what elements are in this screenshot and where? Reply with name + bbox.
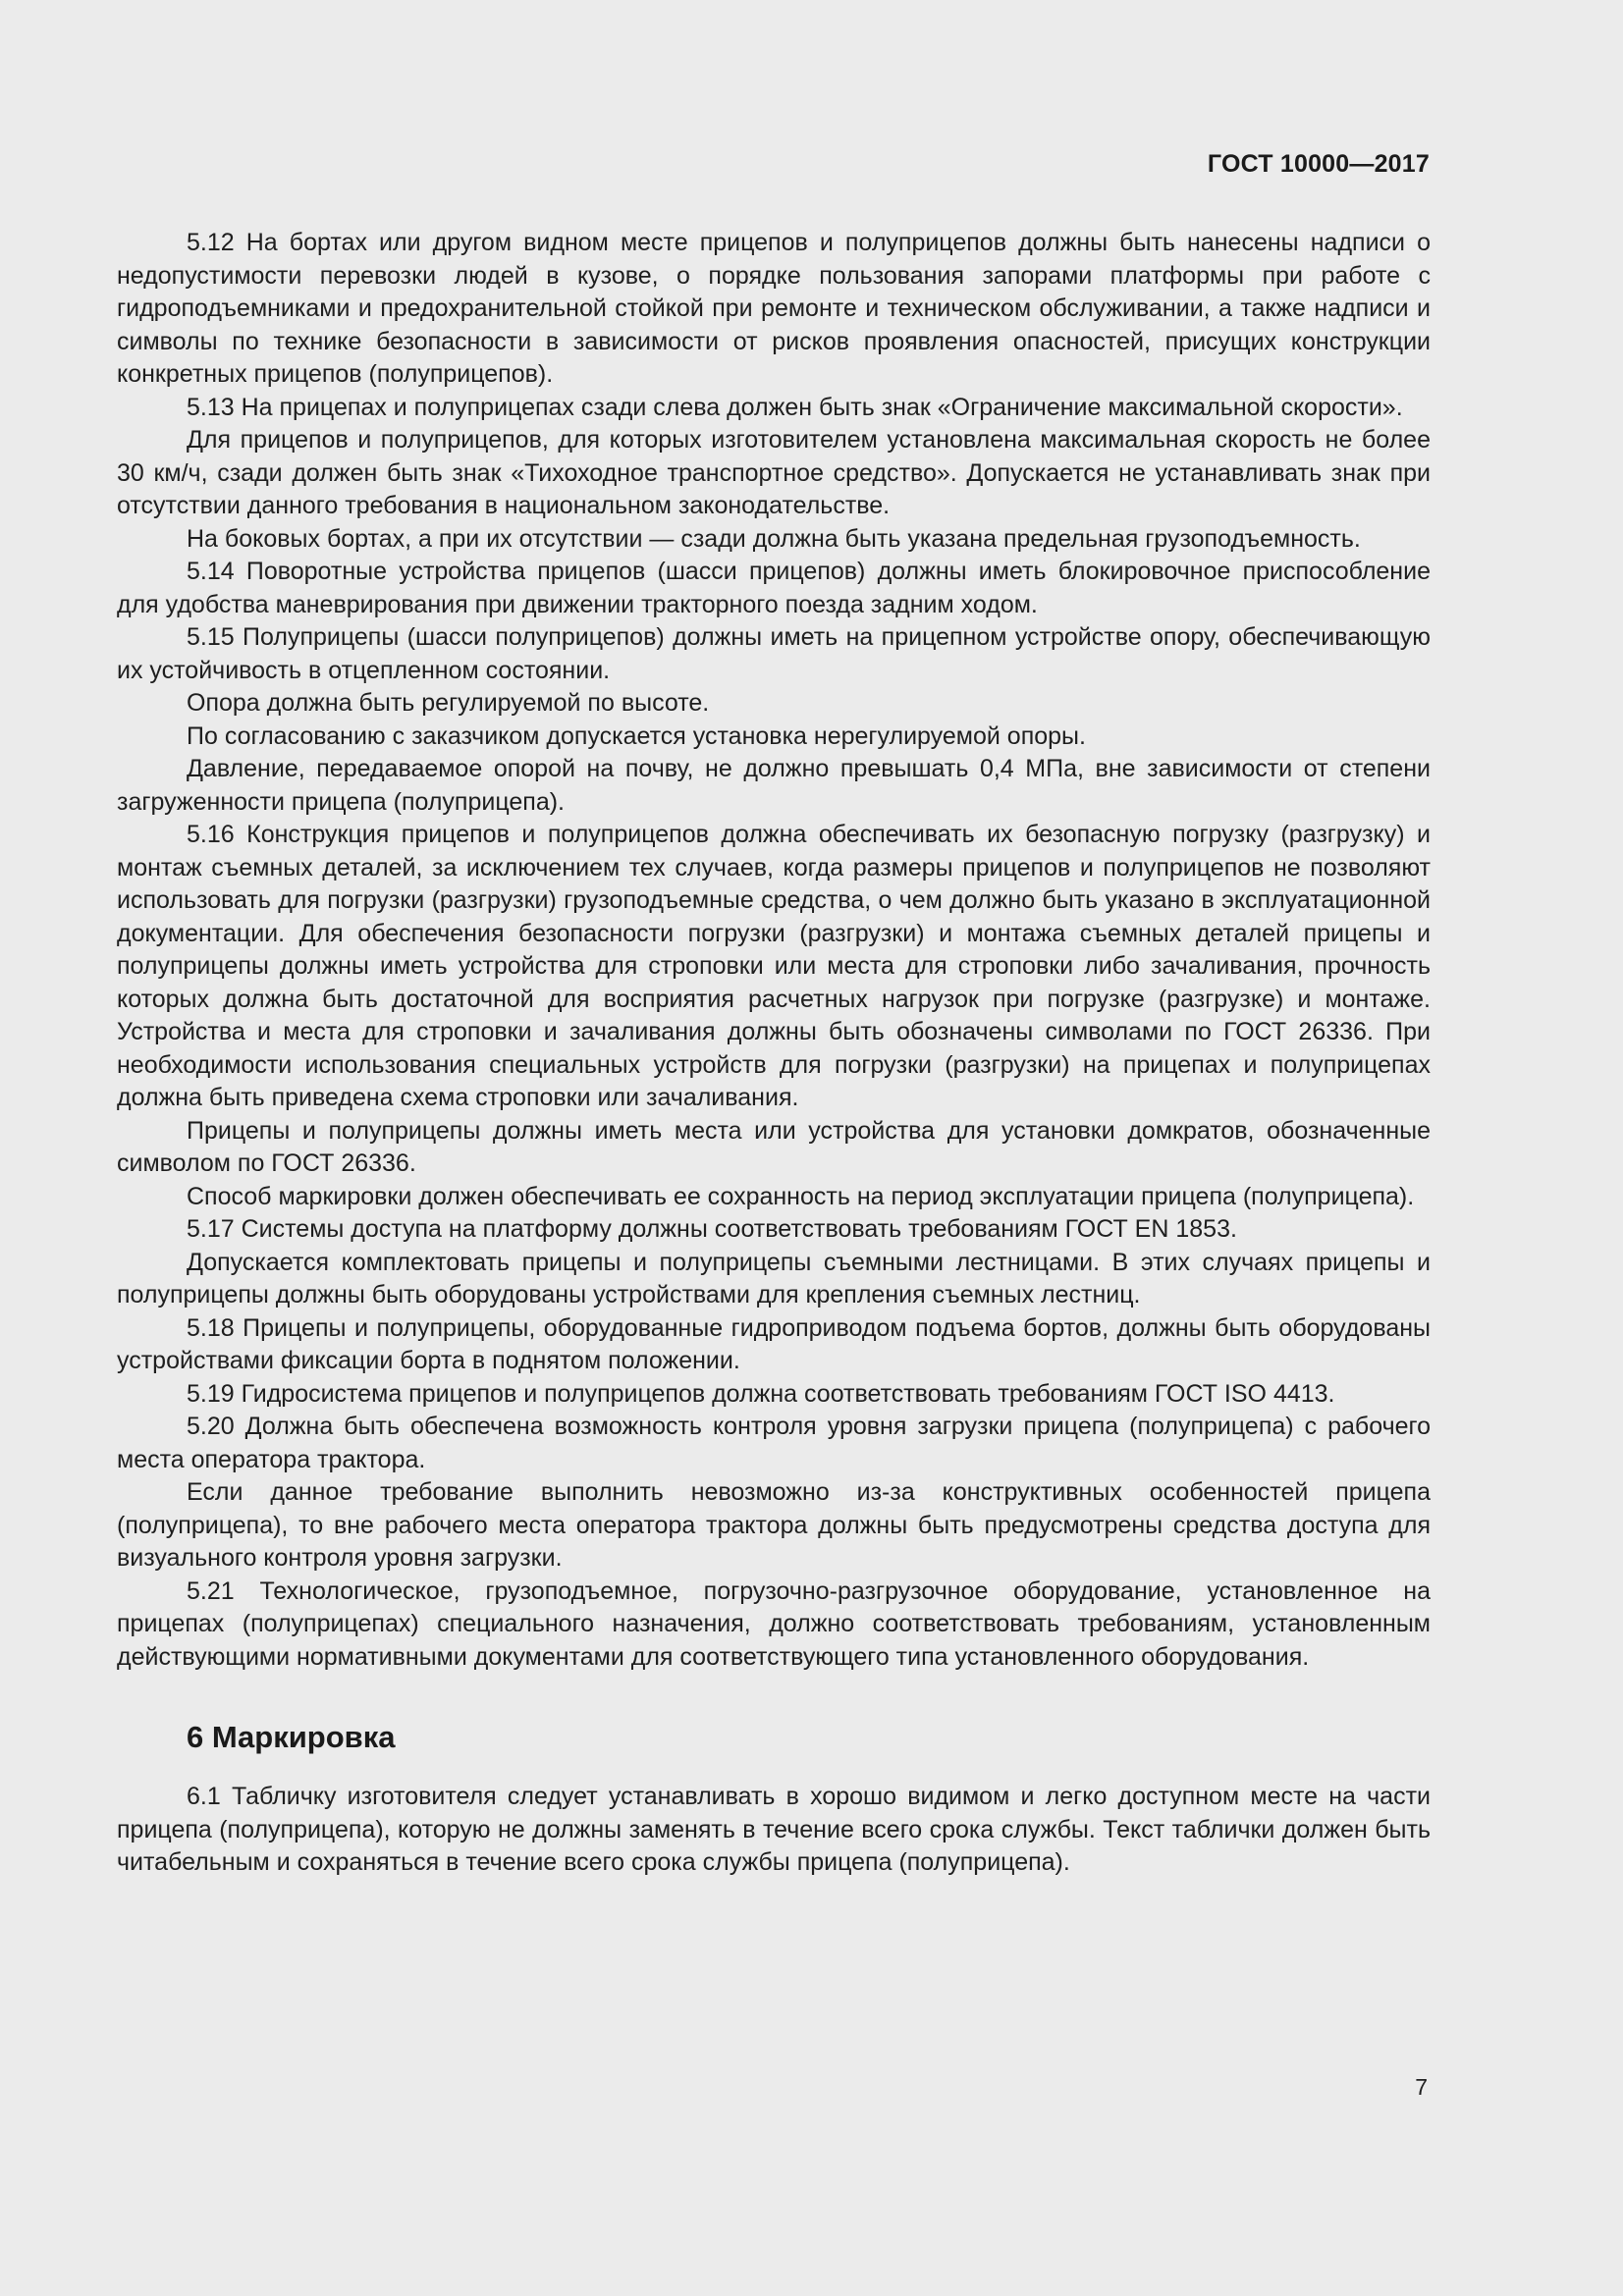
paragraph-5-18: 5.18 Прицепы и полуприцепы, оборудованные гидроприводом подъема бортов, должны быть оборудованы устройствами фиксации борта в поднятом положении.	[117, 1313, 1431, 1374]
document-body	[117, 227, 1431, 1880]
paragraph-5-17: 5.17 Системы доступа на платформу должны соответствовать требованиям ГОСТ EN 1853.	[187, 1215, 1237, 1243]
paragraph-6-1: 6.1 Табличку изготовителя следует устанавливать в хорошо видимом и легко доступном месте на части прицепа (полуприцепа), которую не должны заменять в течение всего срока службы. Текст таблички должен быть читабельным и сохраняться в течение всего срока службы прицепа (полуприцепа).	[117, 1783, 1431, 1876]
paragraph-5-13: 5.13 На прицепах и полуприцепах сзади слева должен быть знак «Ограничение максимальной скорости».	[187, 393, 1403, 421]
paragraph-5-15-pressure: Давление, передаваемое опорой на почву, не должно превышать 0,4 МПа, вне зависимости от степени загруженности прицепа (полуприцепа).	[117, 755, 1431, 816]
paragraph-5-16-marking: Способ маркировки должен обеспечивать ее сохранность на период эксплуатации прицепа (полуприцепа).	[187, 1182, 1415, 1210]
paragraph-5-20: 5.20 Должна быть обеспечена возможность контроля уровня загрузки прицепа (полуприцепа) с рабочего места оператора трактора.	[117, 1413, 1431, 1473]
paragraph-5-15-non-adjustable: По согласованию с заказчиком допускается установка нерегулируемой опоры.	[187, 721, 1086, 750]
paragraph-5-15: 5.15 Полуприцепы (шасси полуприцепов) должны иметь на прицепном устройстве опору, обеспечивающую их устойчивость в отцепленном состоянии.	[117, 623, 1431, 684]
paragraph-5-13-load-capacity: На боковых бортах, а при их отсутствии — сзади должна быть указана предельная грузоподъемность.	[187, 524, 1361, 553]
page-number: 7	[1415, 2074, 1428, 2100]
paragraph-5-16: 5.16 Конструкция прицепов и полуприцепов должна обеспечивать их безопасную погрузку (разгрузку) и монтаж съемных деталей, за исключением тех случаев, когда размеры прицепов и полуприцепов не позволяют использовать для погрузки (разгрузки) грузоподъемные средства, о чем должно быть указано в эксплуатационной документации. Для обеспечения безопасности погрузки (разгрузки) и монтажа съемных деталей прицепы и полуприцепы должны иметь устройства для строповки или места для строповки либо зачаливания, прочность которых должна быть достаточной для восприятия расчетных нагрузок при погрузке (разгрузке) и монтаже. Устройства и места для строповки и зачаливания должны быть обозначены символами по ГОСТ 26336. При необходимости использования специальных устройств для погрузки (разгрузки) на прицепах и полуприцепах должна быть приведена схема строповки или зачаливания.	[117, 821, 1431, 1111]
document-code-header: ГОСТ 10000—2017	[1207, 150, 1430, 178]
paragraph-5-20-visual-control: Если данное требование выполнить невозможно из-за конструктивных особенностей прицепа (полуприцепа), то вне рабочего места оператора трактора должны быть предусмотрены средства доступа для визуального контроля уровня загрузки.	[117, 1478, 1431, 1572]
paragraph-5-21: 5.21 Технологическое, грузоподъемное, погрузочно-разгрузочное оборудование, установленное на прицепах (полуприцепах) специального назначения, должно соответствовать требованиям, установленным действующими нормативными документами для соответствующего типа установленного оборудования.	[117, 1576, 1431, 1671]
paragraph-5-17-ladders: Допускается комплектовать прицепы и полуприцепы съемными лестницами. В этих случаях прицепы и полуприцепы должны быть оборудованы устройствами для крепления съемных лестниц.	[117, 1248, 1431, 1308]
paragraph-5-12: 5.12 На бортах или другом видном месте прицепов и полуприцепов должны быть нанесены надписи о недопустимости перевозки людей в кузове, о порядке пользования запорами платформы при работе с гидроподъемниками и предохранительной стойкой при ремонте и техническом обслуживании, а также надписи и символы по технике безопасности в зависимости от рисков проявления опасностей, присущих конструкции конкретных прицепов (полуприцепов).	[117, 229, 1431, 388]
paragraph-5-16-jacks: Прицепы и полуприцепы должны иметь места или устройства для установки домкратов, обозначенные символом по ГОСТ 26336.	[117, 1116, 1431, 1177]
paragraph-5-15-adjustable: Опора должна быть регулируемой по высоте.	[187, 689, 710, 717]
paragraph-5-19: 5.19 Гидросистема прицепов и полуприцепов должна соответствовать требованиям ГОСТ ISO 4413.	[187, 1379, 1335, 1408]
section-6-title: 6 Маркировка	[187, 1720, 396, 1754]
paragraph-5-14: 5.14 Поворотные устройства прицепов (шасси прицепов) должны иметь блокировочное приспособление для удобства маневрирования при движении тракторного поезда задним ходом.	[117, 558, 1431, 618]
paragraph-5-13-speed-sign: Для прицепов и полуприцепов, для которых изготовителем установлена максимальная скорость не более 30 км/ч, сзади должен быть знак «Тихоходное транспортное средство». Допускается не устанавливать знак при отсутствии данного требования в национальном законодательстве.	[117, 426, 1431, 519]
